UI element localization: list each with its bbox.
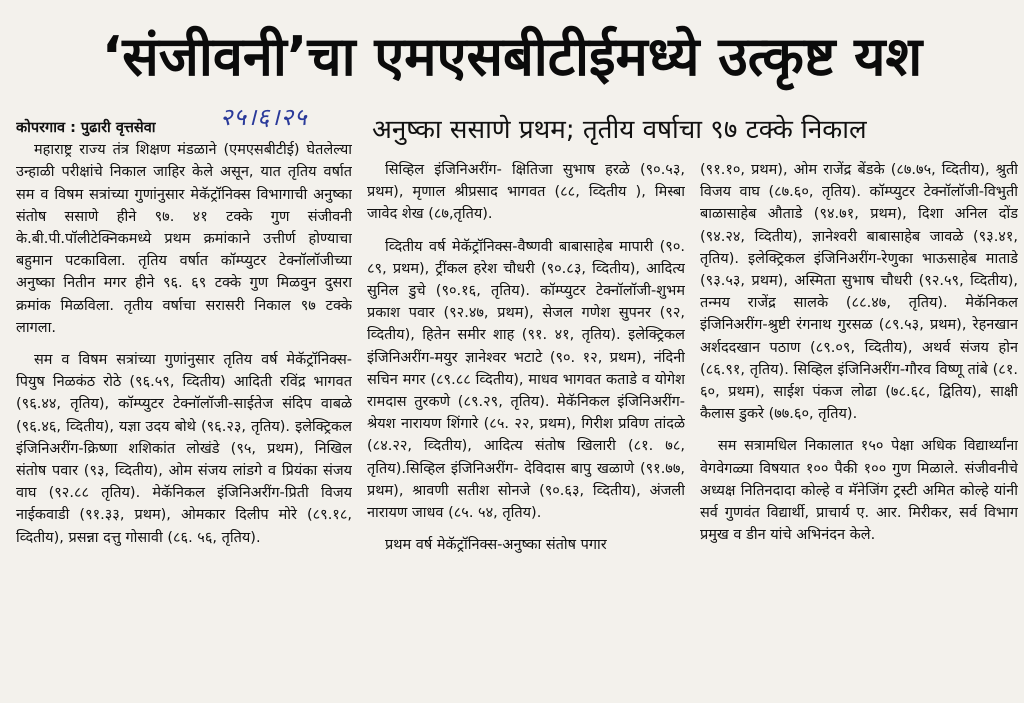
subheadline: अनुष्का ससाणे प्रथम; तृतीय वर्षाचा ९७ टक्के निकाल bbox=[372, 115, 867, 145]
article-column-1 bbox=[16, 117, 352, 702]
dateline: कोपरगाव : पुढारी वृत्तसेवा bbox=[16, 120, 156, 136]
col3-paragraph-2: सम सत्रामधिल निकालात १५० पेक्षा अधिक विद्यार्थ्यांना वेगवेगळ्या विषयात १०० पैकी १०० गुण मिळाले. संजीवनीचे अध्यक्ष नितिनदादा कोल्हे व मॅनेजिंग ट्रस्टी अमित कोल्हे यांनी सर्व गुणवंत विद्यार्थी, प्राचार्य ए. आर. मिरीकर, सर्व विभाग प्रमुख व डीन यांचे अभिनंदन केले. bbox=[700, 438, 1018, 544]
article-column-3 bbox=[700, 159, 1018, 703]
col1-paragraph-2: सम व विषम सत्रांच्या गुणांनुसार तृतिय वर्ष मेकॅट्रॉनिक्स- पियुष निळकंठ रोठे (९६.५९, व्दितीय) आदिती रविंद्र भागवत (९६.४४, तृतिय), कॉम्प्युटर टेक्नॉलॉजी-साईतेज संदिप वाबळे (९६.४६, व्दितीय), यज्ञा उदय बोथे (९६.२३, तृतिय). इलेक्ट्रिकल इंजिनिअरींग-क्रिष्णा शशिकांत लोखंडे (९५, प्रथम), निखिल संतोष पवार (९३, व्दितीय), ओम संजय लांडगे व प्रियंका संजय वाघ (९२.८८ तृतिय). मेकॅनिकल इंजिनिअरींग-प्रिती विजय नाईकवाडी (९१.३३, प्रथम), ओमकार दिलीप मोरे (८९.१८, व्दितीय), प्रसन्ना दत्तु गोसावी (८६. ५६, तृतिय). bbox=[16, 352, 352, 546]
col1-paragraph-1: महाराष्ट्र राज्य तंत्र शिक्षण मंडळाने (एमएसबीटीई) घेतलेल्या उन्हाळी परीक्षांचे निकाल जाहिर केले असून, यात तृतिय वर्षात सम व विषम सत्रांच्या गुणांनुसार मेकॅट्रॉनिक्स विभागाची अनुष्का संतोष ससाणे हीने ९७. ४१ टक्के गुण संजीवनी के.बी.पी.पॉलीटेक्निकमध्ये प्रथम क्रमांकाने उत्तीर्ण होण्याचा बहुमान पटकाविला. तृतिय वर्षात कॉम्प्युटर टेक्नॉलॉजीच्या अनुष्का नितीन मगर हीने ९६. ६९ टक्के गुण मिळवुन दुसरा क्रमांक मिळविला. तृतीय वर्षाचा सरासरी निकाल ९७ टक्के लागला. bbox=[16, 142, 352, 336]
col2-paragraph-1: सिव्हिल इंजिनिअरींग- क्षितिजा सुभाष हरळे (९०.५३, प्रथम), मृणाल श्रीप्रसाद भागवत (८८, व्दितीय ), मिस्बा जावेद शेख (८७,तृतिय). bbox=[367, 162, 685, 223]
col2-paragraph-2: व्दितीय वर्ष मेकॅट्रॉनिक्स-वैष्णवी बाबासाहेब मापारी (९०. ८९, प्रथम), ट्रींकल हरेश चौधरी (९०.८३, व्दितीय), आदित्य सुनिल डुचे (९०.१६, तृतिय). कॉम्प्युटर टेक्नॉलॉजी-शुभम प्रकाश पवार (९२.४७, प्रथम), सेजल गणेश सुपनर (९२, व्दितीय), हितेन समीर शाह (९१. ४१, तृतिय). इलेक्ट्रिकल इंजिनिअरींग-मयुर ज्ञानेश्वर भटाटे (९०. १२, प्रथम), नंदिनी सचिन मगर (८९.८८ व्दितीय), माधव भागवत कताडे व योगेश रामदास तुरकणे (८९.२९, तृतिय). मेकॅनिकल इंजिनिअरींग-श्रेयश नारायण शिंगारे (८५. २२, प्रथम), गिरीश प्रविण तांदळे (८४.२२, व्दितीय), आदित्य संतोष खिलारी (८१. ७८, तृतिय).सिव्हिल इंजिनिअरींग- देविदास बापु खळाणे (९१.७७, प्रथम), श्रावणी सतीश सोनजे (९०.६३, व्दितीय), अंजली नारायण जाधव (८५. ५४, तृतिय). bbox=[367, 238, 685, 522]
headline: ‘संजीवनी’चा एमएसबीटीईमध्ये उत्कृष्ट यश bbox=[101, 25, 923, 88]
col3-paragraph-1: (९१.१०, प्रथम), ओम राजेंद्र बेंडके (८७.७५, व्दितीय), श्रुती विजय वाघ (८७.६०, तृतिय). कॉम्प्युटर टेक्नॉलॉजी-विभुती बाळासाहेब औताडे (९४.७१, प्रथम), दिशा अनिल दोंड (९४.२४, व्दितीय), ज्ञानेश्वरी बाबासाहेब जावळे (९३.४१, तृतिय). इलेक्ट्रिकल इंजिनिअरींग-रेणुका भाऊसाहेब माताडे (९३.५३, प्रथम), अस्मिता सुभाष चौधरी (९२.५९, व्दितीय), तन्मय राजेंद्र सालके (८८.४७, तृतिय). मेकॅनिकल इंजिनिअरींग-श्रुष्टी रंगनाथ गुरसळ (८९.५३, प्रथम), रेहनखान अर्शददखान पठाण (८९.०९, व्दितीय), अथर्व संजय होन (८६.९१, तृतिय). सिव्हिल इंजिनिअरींग-गौरव विष्णू तांबे (८१. ६०, प्रथम), साईश पंकज लोढा (७८.६८, द्वितिय), साक्षी कैलास डुकरे (७७.६०, तृतिय). bbox=[700, 162, 1018, 423]
col2-paragraph-3: प्रथम वर्ष मेकॅट्रॉनिक्स-अनुष्का संतोष पगार bbox=[385, 537, 607, 554]
handwritten-date: २५।६।२५ bbox=[220, 103, 308, 131]
article-column-2 bbox=[367, 159, 685, 703]
